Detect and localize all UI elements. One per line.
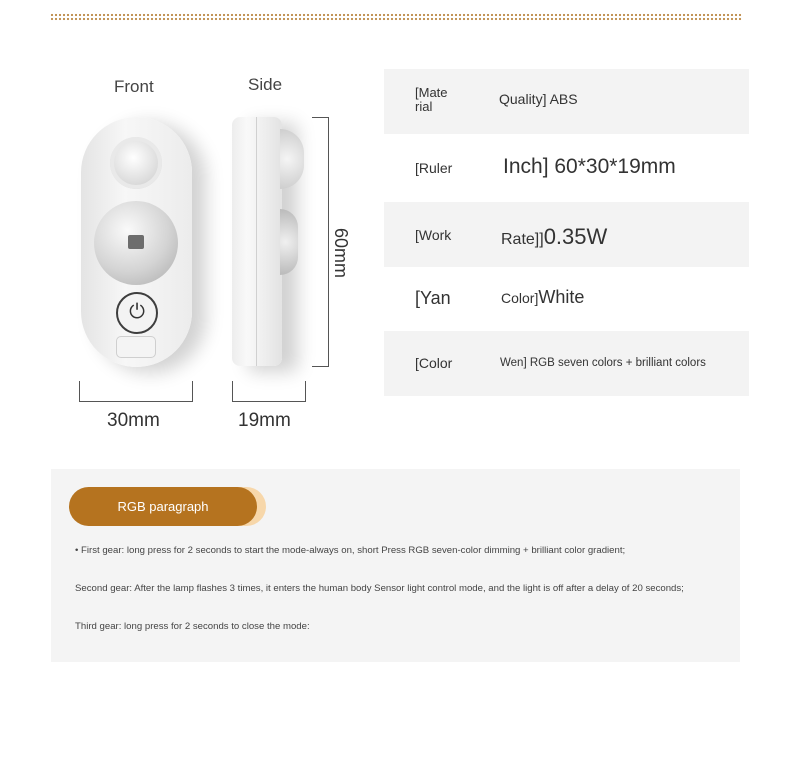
dotted-divider	[50, 13, 742, 21]
width-bracket	[79, 381, 193, 402]
gear-second-text: Second gear: After the lamp flashes 3 times, it enters the human body Sensor light control mode, and the light is off after a delay of 20 seconds;	[75, 583, 684, 594]
spec-value-prefix: Color]	[501, 290, 539, 306]
gear-first-text: • First gear: long press for 2 seconds to start the mode-always on, short Press RGB seven-color dimming + brilliant color gradient;	[75, 545, 626, 556]
spec-value: Inch] 60*30*19mm	[503, 155, 676, 178]
rgb-mode-panel	[51, 469, 740, 662]
height-dimension: 60mm	[331, 228, 351, 279]
spec-row-light-color	[384, 331, 749, 396]
device-front-image	[81, 117, 192, 367]
power-icon: ⏻	[116, 292, 158, 334]
width-dimension: 30mm	[107, 410, 160, 431]
spec-value: Wen] RGB seven colors + brilliant colors	[500, 357, 706, 369]
gear-third-text: Third gear: long press for 2 seconds to close the mode:	[75, 621, 310, 632]
spec-key: [Mate rial	[415, 85, 448, 114]
depth-dimension: 19mm	[238, 410, 291, 431]
spec-key: [Yan	[415, 288, 451, 308]
spec-key: [Ruler	[415, 160, 453, 176]
spec-row-material	[384, 69, 749, 134]
spec-row-color	[384, 268, 749, 333]
height-bracket	[312, 117, 329, 367]
charging-slot	[116, 336, 156, 358]
spec-row-size	[384, 135, 749, 200]
side-sensor-bump	[280, 129, 304, 189]
spec-row-power	[384, 202, 749, 267]
led-chip	[128, 235, 144, 249]
spec-value	[501, 287, 584, 308]
spec-value-main: White	[538, 287, 585, 307]
spec-key: [Color	[415, 355, 453, 371]
side-lamp-bump	[280, 209, 298, 275]
rgb-section-title: RGB paragraph	[69, 487, 257, 526]
front-label: Front	[114, 77, 154, 96]
spec-value-main: 0.35W	[543, 224, 608, 249]
spec-value	[501, 224, 607, 250]
motion-sensor	[110, 137, 162, 189]
spec-value-prefix: Rate]]	[501, 231, 544, 248]
side-label: Side	[248, 75, 283, 94]
spec-value: Quality] ABS	[499, 91, 578, 107]
spec-key: [Work	[415, 227, 452, 243]
device-side-image	[232, 117, 282, 366]
lamp-lens	[94, 201, 178, 285]
side-seam	[256, 117, 257, 366]
depth-bracket	[232, 381, 306, 402]
